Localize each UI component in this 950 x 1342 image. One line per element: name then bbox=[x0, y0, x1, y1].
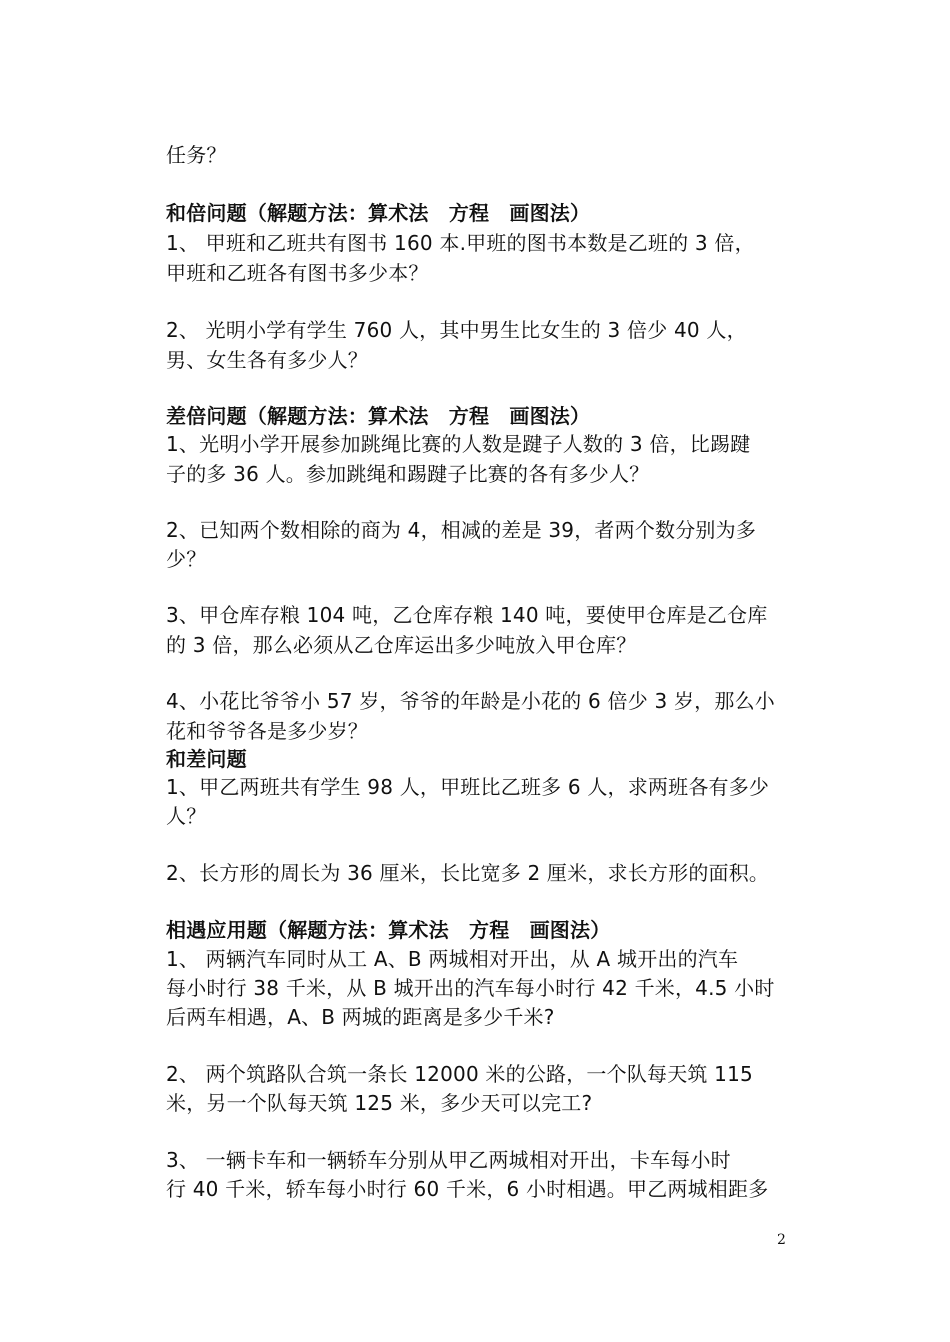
text-line: 子的多 36 人。参加跳绳和踢踺子比赛的各有多少人？ bbox=[166, 462, 650, 486]
text-line: 3、甲仓库存粮 104 吨，乙仓库存粮 140 吨，要使甲仓库是乙仓库 bbox=[166, 603, 768, 627]
section-heading: 和倍问题（解题方法：算术法 方程 画图法） bbox=[166, 201, 591, 225]
text-line: 男、女生各有多少人？ bbox=[166, 348, 368, 372]
text-line: 行 40 千米，轿车每小时行 60 千米，6 小时相遇。甲乙两城相距多 bbox=[166, 1177, 769, 1201]
text-line: 甲班和乙班各有图书多少本？ bbox=[166, 261, 429, 285]
text-line: 2、长方形的周长为 36 厘米，长比宽多 2 厘米，求长方形的面积。 bbox=[166, 861, 770, 885]
text-line: 2、 两个筑路队合筑一条长 12000 米的公路，一个队每天筑 115 bbox=[166, 1062, 753, 1086]
text-line: 的 3 倍，那么必须从乙仓库运出多少吨放入甲仓库？ bbox=[166, 633, 637, 657]
text-line: 4、小花比爷爷小 57 岁，爷爷的年龄是小花的 6 倍少 3 岁，那么小 bbox=[166, 689, 775, 713]
text-line: 1、甲乙两班共有学生 98 人，甲班比乙班多 6 人，求两班各有多少 bbox=[166, 775, 770, 799]
text-line: 花和爷爷各是多少岁？ bbox=[166, 719, 368, 743]
text-line: 人？ bbox=[166, 804, 207, 828]
section-heading: 相遇应用题（解题方法：算术法 方程 画图法） bbox=[166, 918, 611, 942]
text-line: 1、 甲班和乙班共有图书 160 本.甲班的图书本数是乙班的 3 倍， bbox=[166, 231, 755, 255]
text-line: 1、光明小学开展参加跳绳比赛的人数是踺子人数的 3 倍，比踢踺 bbox=[166, 432, 751, 456]
text-line: 后两车相遇，A、B 两城的距离是多少千米? bbox=[166, 1005, 555, 1029]
text-line: 3、 一辆卡车和一辆轿车分别从甲乙两城相对开出，卡车每小时 bbox=[166, 1148, 731, 1172]
section-heading: 和差问题 bbox=[166, 747, 247, 771]
text-line: 米，另一个队每天筑 125 米，多少天可以完工? bbox=[166, 1091, 593, 1115]
text-line: 2、已知两个数相除的商为 4，相减的差是 39，者两个数分别为多 bbox=[166, 518, 757, 542]
section-heading: 差倍问题（解题方法：算术法 方程 画图法） bbox=[166, 404, 591, 428]
page-number: 2 bbox=[777, 1232, 786, 1248]
text-line: 任务？ bbox=[166, 143, 227, 167]
text-line: 少？ bbox=[166, 547, 207, 571]
text-line: 2、 光明小学有学生 760 人，其中男生比女生的 3 倍少 40 人， bbox=[166, 318, 747, 342]
text-line: 每小时行 38 千米，从 B 城开出的汽车每小时行 42 千米，4.5 小时 bbox=[166, 976, 775, 1000]
text-line: 1、 两辆汽车同时从工 A、B 两城相对开出，从 A 城开出的汽车 bbox=[166, 947, 739, 971]
